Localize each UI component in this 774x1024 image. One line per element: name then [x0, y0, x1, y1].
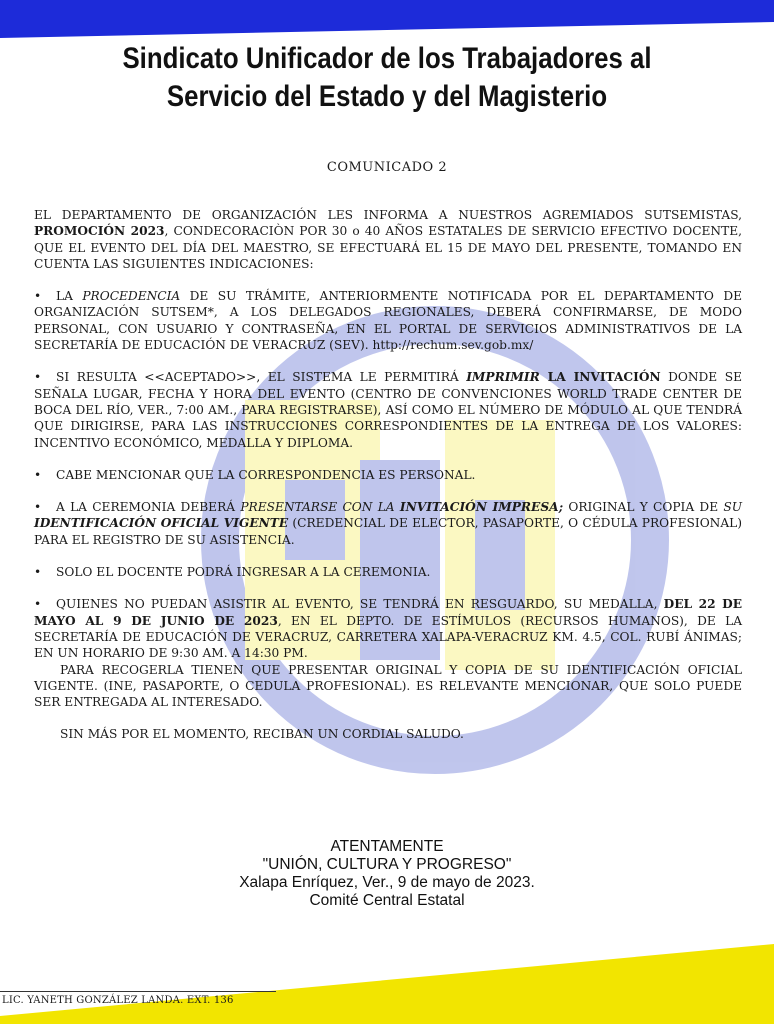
b2-text-a: SI RESULTA <<ACEPTADO>>, EL SISTEMA LE PERMITIRÁ — [56, 370, 467, 385]
b4-emphasis-identificacion: IDENTIFICACIÓN OFICIAL VIGENTE — [34, 516, 289, 531]
b6-date-range: DEL 22 DE MAYO AL 9 DE JUNIO DE 2023 — [34, 597, 742, 628]
closing-block — [0, 838, 774, 910]
document-body — [34, 207, 742, 759]
promo-highlight: PROMOCIÓN 2023 — [34, 224, 165, 239]
b4-emphasis-invitacion: INVITACIÓN IMPRESA; — [399, 500, 564, 515]
intro-text-a: EL DEPARTAMENTO DE ORGANIZACIÓN LES INFORMA A NUESTROS AGREMIADOS SUTSEMISTAS, — [34, 208, 742, 222]
closing-motto: "UNIÓN, CULTURA Y PROGRESO" — [262, 856, 512, 873]
bullet-correspondencia — [34, 467, 742, 483]
closing-committee: Comité Central Estatal — [309, 892, 465, 909]
b4-emphasis-su: SU — [723, 500, 742, 515]
b4-text-a: A LA CEREMONIA DEBERÁ — [56, 500, 241, 515]
bullet-ceremonia — [34, 499, 742, 548]
bottom-yellow-band — [0, 944, 774, 1024]
bullet-icon: • — [34, 370, 42, 385]
document-title: COMUNICADO 2 — [326, 160, 448, 175]
bullet-icon: • — [34, 597, 42, 612]
top-blue-band — [0, 0, 774, 40]
pickup-paragraph: PARA RECOGERLA TIENEN QUE PRESENTAR ORIGINAL Y COPIA DE SU IDENTIFICACIÓN OFICIAL VIGENTE. (INE, PASAPORTE, O CEDULA PROFESIONAL). ES RELEVANTE MENCIONAR, QUE SOLO PUEDE SER ENTREGADA AL INTERESADO. — [34, 662, 742, 710]
b2-emphasis-invitacion: LA INVITACIÓN — [539, 370, 661, 385]
bullet-aceptado — [34, 369, 742, 450]
footer-author: LIC. YANETH GONZÁLEZ LANDA. EXT. 136 — [2, 995, 234, 1006]
b2-text-d: DONDE SE SEÑALA LUGAR, FECHA Y HORA DEL EVENTO (CENTRO DE CONVENCIONES WORLD TRADE CENTER DE BOCA DEL RÍO, VER., 7:00 AM., PARA REGISTRARSE), ASÍ COMO EL NÚMERO DE MÓDULO AL QUE TENDRÁ QUE DIRIGIRSE, PARA LAS INSTRUCCIONES CORRESPONDIENTES DE LA ENTREGA DE LOS VALORES: INCENTIVO ECONÓMICO, MEDALLA Y DIPLOMA. — [34, 370, 742, 450]
closing-place-date: Xalapa Enríquez, Ver., 9 de mayo de 2023. — [239, 874, 535, 891]
bullet-solo-docente — [34, 564, 742, 580]
bullet-resguardo — [34, 596, 742, 661]
b1-text-a: LA — [56, 289, 83, 304]
b1-text-c: DE SU TRÁMITE, ANTERIORMENTE NOTIFICADA POR EL DEPARTAMENTO DE ORGANIZACIÓN SUTSEM*, A LOS DELEGADOS REGIONALES, DEBERÁ CONFIRMARSE, DE MODO PERSONAL, CON USUARIO Y CONTRASEÑA, EN EL PORTAL DE SERVICIOS ADMINISTRATIVOS DE LA SECRETARÍA DE EDUCACIÓN DE VERACRUZ (SEV). http://rechum.sev.gob.mx/ — [34, 289, 742, 353]
intro-text-c: , CONDECORACIÒN POR 30 o 40 AÑOS ESTATALES DE SERVICIO EFECTIVO DOCENTE, QUE EL EVENTO DEL DÍA DEL MAESTRO, SE EFECTUARÁ EL 15 DE MAYO DEL PRESENTE, TOMANDO EN CUENTA LAS SIGUIENTES INDICACIONES: — [34, 224, 742, 271]
b4-text-g: (CREDENCIAL DE ELECTOR, PASAPORTE, O CÉDULA PROFESIONAL) PARA EL REGISTRO DE SU ASISTENCIA. — [34, 516, 742, 547]
header-line-2: Servicio del Estado y del Magisterio — [166, 80, 608, 113]
b4-text-d: ORIGINAL Y COPIA DE — [563, 500, 724, 515]
header-line-1: Sindicato Unificador de los Trabajadores al — [122, 42, 652, 75]
farewell-paragraph: SIN MÁS POR EL MOMENTO, RECIBAN UN CORDIAL SALUDO. — [60, 727, 464, 742]
signature-rule — [0, 991, 276, 992]
b1-emphasis: PROCEDENCIA — [82, 289, 181, 304]
bullet-icon: • — [34, 289, 42, 304]
b5-text: SOLO EL DOCENTE PODRÁ INGRESAR A LA CEREMONIA. — [56, 565, 431, 580]
bullet-icon: • — [34, 500, 42, 515]
b6-text-c: , EN EL DEPTO. DE ESTÍMULOS (RECURSOS HUMANOS), DE LA SECRETARÍA DE EDUCACIÓN DE VERACRUZ, CARRETERA XALAPA-VERACRUZ KM. 4.5, COL. RUBÍ ÁNIMAS; EN UN HORARIO DE 9:30 AM. A 14:30 PM. — [34, 613, 743, 661]
b3-text: CABE MENCIONAR QUE LA CORRESPONDENCIA ES PERSONAL. — [56, 467, 476, 482]
bullet-icon: • — [34, 565, 42, 580]
closing-atentamente: ATENTAMENTE — [330, 838, 444, 855]
bullet-icon: • — [34, 467, 42, 482]
blue-band-shape — [0, 0, 774, 38]
union-header — [54, 40, 720, 116]
b2-emphasis-imprimir: IMPRIMIR — [466, 370, 540, 385]
bullet-procedencia — [34, 288, 742, 353]
b4-emphasis-presentarse: PRESENTARSE CON LA — [240, 500, 400, 515]
intro-paragraph — [34, 207, 742, 272]
yellow-band-shape — [0, 944, 774, 1024]
b6-text-a: QUIENES NO PUEDAN ASISTIR AL EVENTO, SE TENDRÁ EN RESGUARDO, SU MEDALLA, — [56, 597, 664, 612]
